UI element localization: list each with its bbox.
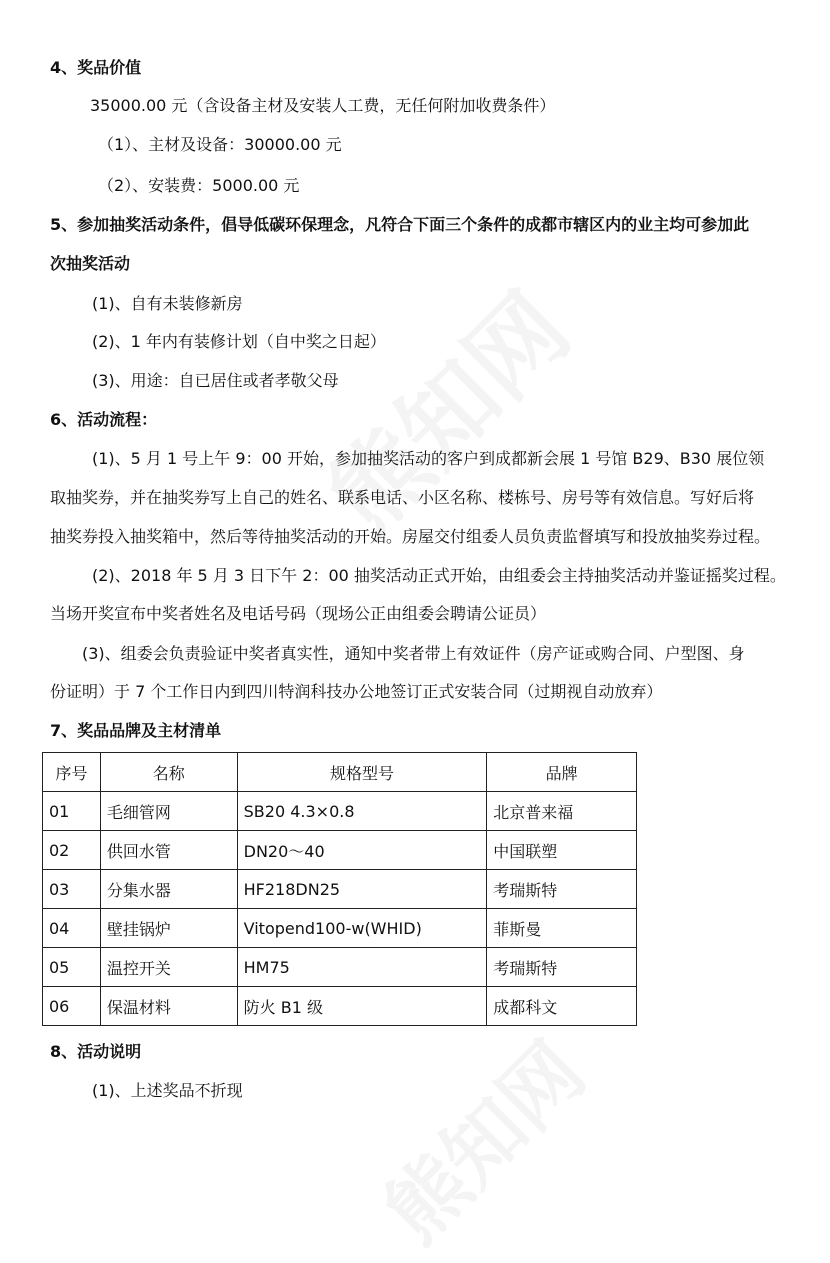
cell-index: 06: [43, 987, 101, 1026]
column-header-spec: 规格型号: [237, 753, 487, 792]
cell-index: 03: [43, 870, 101, 909]
cell-spec: HM75: [237, 948, 487, 987]
column-header-brand: 品牌: [487, 753, 637, 792]
brand-materials-table: [42, 752, 637, 1026]
column-header-name: 名称: [100, 753, 237, 792]
process-paragraph-line: 份证明）于 7 个工作日内到四川特润科技办公地签订正式安装合同（过期视自动放弃）: [50, 682, 663, 701]
prize-total: 35000.00 元（含设备主材及安装人工费，无任何附加收费条件）: [90, 96, 556, 115]
section-heading-brands: 7、奖品品牌及主材清单: [50, 721, 222, 740]
prize-item: （1）、主材及设备：30000.00 元: [98, 135, 342, 154]
cell-index: 01: [43, 792, 101, 831]
table-header-row: [43, 753, 637, 792]
watermark: [294, 258, 595, 559]
cell-name: 保温材料: [100, 987, 237, 1026]
prize-item: （2）、安装费：5000.00 元: [98, 176, 300, 195]
section-heading-process: 6、活动流程：: [50, 410, 158, 429]
process-paragraph-line: 当场开奖宣布中奖者姓名及电话号码（现场公正由组委会聘请公证员）: [50, 604, 547, 623]
cell-brand: 菲斯曼: [487, 909, 637, 948]
process-paragraph-line: 抽奖券投入抽奖箱中，然后等待抽奖活动的开始。房屋交付组委人员负责监督填写和投放抽奖券过程。: [50, 527, 771, 546]
cell-name: 壁挂锅炉: [100, 909, 237, 948]
cell-spec: DN20～40: [237, 831, 487, 870]
note-item: (1)、上述奖品不折现: [92, 1081, 243, 1100]
section-heading-conditions: 5、参加抽奖活动条件，倡导低碳环保理念，凡符合下面三个条件的成都市辖区内的业主均可参加此: [50, 215, 750, 234]
cell-spec: 防火 B1 级: [237, 987, 487, 1026]
cell-index: 05: [43, 948, 101, 987]
cell-name: 分集水器: [100, 870, 237, 909]
table-row: [43, 792, 637, 831]
cell-name: 温控开关: [100, 948, 237, 987]
condition-item: (2)、1 年内有装修计划（自中奖之日起）: [92, 332, 386, 351]
cell-brand: 考瑞斯特: [487, 948, 637, 987]
condition-item: (1)、自有未装修新房: [92, 294, 243, 313]
cell-index: 04: [43, 909, 101, 948]
condition-item: (3)、用途：自已居住或者孝敬父母: [92, 371, 339, 390]
watermark: [354, 1012, 605, 1263]
cell-spec: Vitopend100-w(WHID): [237, 909, 487, 948]
cell-name: 供回水管: [100, 831, 237, 870]
cell-brand: 中国联塑: [487, 831, 637, 870]
section-heading-prize-value: 4、奖品价值: [50, 58, 142, 77]
cell-brand: 成都科文: [487, 987, 637, 1026]
cell-brand: 北京普来福: [487, 792, 637, 831]
process-paragraph-line: (3)、组委会负责验证中奖者真实性，通知中奖者带上有效证件（房产证或购合同、户型图、身: [82, 644, 745, 663]
cell-name: 毛细管网: [100, 792, 237, 831]
process-paragraph-line: 取抽奖券，并在抽奖券写上自己的姓名、联系电话、小区名称、楼栋号、房号等有效信息。写好后将: [50, 488, 755, 507]
process-paragraph-line: (1)、5 月 1 号上午 9：00 开始，参加抽奖活动的客户到成都新会展 1 号馆 B29、B30 展位领: [92, 449, 765, 468]
table-row: [43, 870, 637, 909]
cell-spec: SB20 4.3×0.8: [237, 792, 487, 831]
cell-index: 02: [43, 831, 101, 870]
cell-brand: 考瑞斯特: [487, 870, 637, 909]
process-paragraph-line: (2)、2018 年 5 月 3 日下午 2：00 抽奖活动正式开始，由组委会主持抽奖活动并鉴证摇奖过程。: [92, 566, 786, 585]
section-heading-conditions-cont: 次抽奖活动: [50, 254, 131, 273]
column-header-index: 序号: [43, 753, 101, 792]
table-row: [43, 948, 637, 987]
table-row: [43, 987, 637, 1026]
section-heading-notes: 8、活动说明: [50, 1042, 142, 1061]
table-row: [43, 831, 637, 870]
cell-spec: HF218DN25: [237, 870, 487, 909]
table-row: [43, 909, 637, 948]
